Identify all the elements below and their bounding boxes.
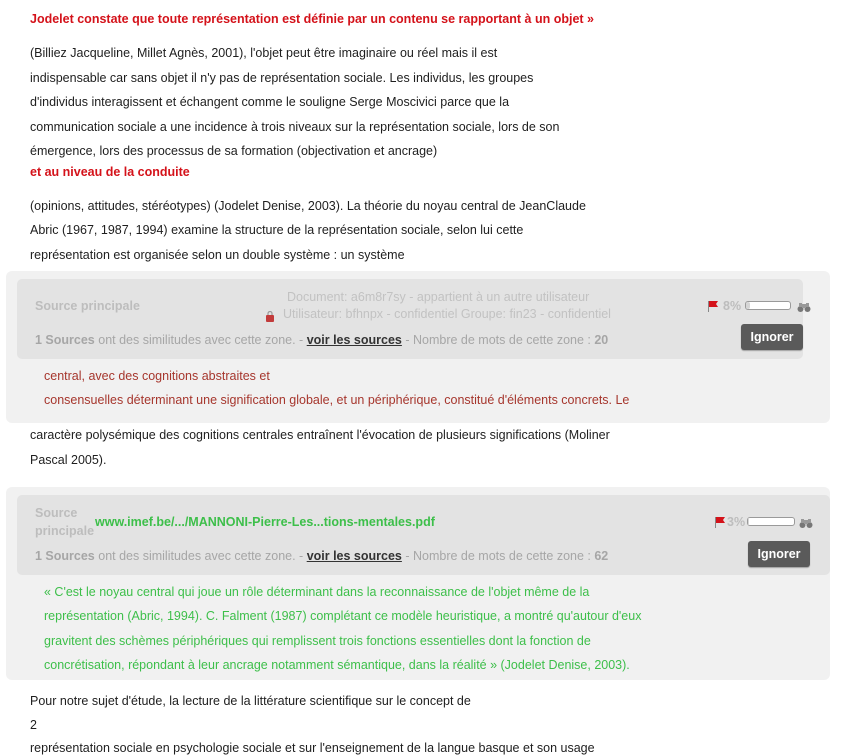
lock-icon	[265, 309, 275, 320]
words-text: - Nombre de mots de cette zone :	[401, 549, 595, 563]
paragraph-line: Abric (1967, 1987, 1994) examine la structure de la représentation sociale, selon lui cette	[30, 223, 524, 237]
paragraph-line: d'individus interagissent et échangent comme le souligne Serge Moscivici parce que la	[30, 95, 510, 109]
user-info: Utilisateur: bfhnpx - confidentiel Groupe: fin23 - confidentiel	[283, 307, 611, 321]
similarity-bar-fill	[746, 302, 750, 309]
paragraph-line: Pour notre sujet d'étude, la lecture de la littérature scientifique sur le concept de	[30, 694, 471, 708]
matched-text-line: central, avec des cognitions abstraites et	[44, 369, 270, 383]
section-heading: Jodelet constate que toute représentation est définie par un contenu se rapportant à un objet »	[30, 12, 594, 26]
binoculars-icon[interactable]	[797, 300, 811, 311]
paragraph-line: communication sociale a une incidence à trois niveaux sur la représentation sociale, lors de son	[30, 120, 560, 134]
document-info: Document: a6m8r7sy - appartient à un autre utilisateur	[287, 290, 590, 304]
paragraph-line: (opinions, attitudes, stéréotypes) (Jodelet Denise, 2003). La théorie du noyau central de JeanClaude	[30, 199, 586, 213]
match-source-panel	[17, 279, 803, 359]
see-sources-link[interactable]: voir les sources	[306, 549, 402, 563]
source-label: Source principale	[35, 299, 140, 313]
see-sources-link[interactable]: voir les sources	[306, 333, 402, 347]
matched-text-line: consensuelles déterminant une signification globale, et un périphérique, constitué d'éléments concrets. Le	[44, 393, 630, 407]
source-url-link[interactable]: www.imef.be/.../MANNONI-Pierre-Les...tions-mentales.pdf	[95, 515, 435, 529]
paragraph-line: (Billiez Jacqueline, Millet Agnès, 2001), l'objet peut être imaginaire ou réel mais il est	[30, 46, 498, 60]
ignore-button[interactable]: Ignorer	[748, 541, 810, 567]
sources-text: ont des similitudes avec cette zone. -	[94, 333, 307, 347]
similarity-percent: 3%	[727, 515, 746, 529]
matched-text-line: « C'est le noyau central qui joue un rôle déterminant dans la reconnaissance de l'objet même de la	[44, 585, 590, 599]
matched-text-line: représentation (Abric, 1994). C. Falment (1987) complétant ce modèle heuristique, a montré qu'autour d'eux	[44, 609, 642, 623]
subheading: et au niveau de la conduite	[30, 165, 190, 179]
words-count: 62	[594, 549, 609, 563]
flag-icon[interactable]	[707, 299, 719, 311]
words-count: 20	[594, 333, 609, 347]
similarity-bar	[745, 301, 791, 310]
page-number: 2	[30, 718, 37, 732]
flag-icon[interactable]	[714, 515, 726, 527]
paragraph-line: représentation est organisée selon un double système : un système	[30, 248, 405, 262]
sources-summary	[35, 331, 608, 349]
match-source-panel	[17, 495, 830, 575]
matched-text-line: concrétisation, répondant à leur ancrage notamment sémantique, dans la réalité » (Jodelet Denise, 2003).	[44, 658, 630, 672]
sources-count: 1 Sources	[35, 549, 95, 563]
sources-count: 1 Sources	[35, 333, 95, 347]
paragraph-line: caractère polysémique des cognitions centrales entraînent l'évocation de plusieurs significations (Moliner	[30, 428, 610, 442]
ignore-button[interactable]: Ignorer	[741, 324, 803, 350]
paragraph-line: indispensable car sans objet il n'y pas de représentation sociale. Les individus, les groupes	[30, 71, 534, 85]
matched-text-line: gravitent des schèmes périphériques qui remplissent trois fonctions essentielles dont la fonction de	[44, 634, 591, 648]
binoculars-icon[interactable]	[799, 516, 813, 527]
sources-summary	[35, 547, 608, 565]
source-label: Source	[35, 506, 78, 520]
similarity-bar-fill	[748, 518, 749, 525]
similarity-percent: 8%	[723, 299, 742, 313]
paragraph-line: représentation sociale en psychologie sociale et sur l'enseignement de la langue basque et son usage	[30, 741, 595, 755]
words-text: - Nombre de mots de cette zone :	[401, 333, 595, 347]
source-label: principale	[35, 524, 95, 538]
match-block-1	[6, 271, 830, 423]
similarity-bar	[747, 517, 795, 526]
paragraph-line: émergence, lors des processus de sa formation (objectivation et ancrage)	[30, 144, 438, 158]
sources-text: ont des similitudes avec cette zone. -	[94, 549, 307, 563]
paragraph-line: Pascal 2005).	[30, 453, 107, 467]
match-block-2	[6, 487, 830, 680]
